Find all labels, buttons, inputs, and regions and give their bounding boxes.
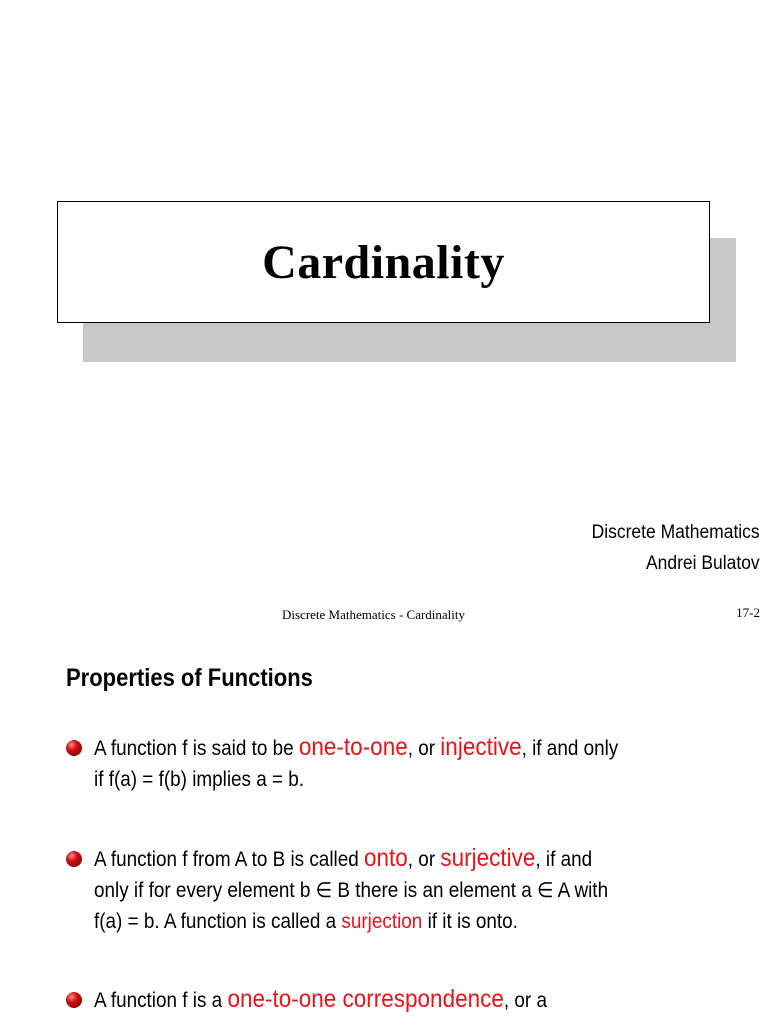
term-surjection: surjection xyxy=(341,910,423,933)
course-name: Discrete Mathematics xyxy=(591,522,760,543)
title-box xyxy=(57,201,710,323)
term-surjective: surjective xyxy=(440,844,536,872)
section-heading: Properties of Functions xyxy=(66,664,313,692)
bullet-text: f(a) = b. A function is called a xyxy=(94,910,337,933)
bullet-icon xyxy=(66,740,82,756)
bullet-injective xyxy=(66,732,746,795)
bullet-surjective xyxy=(66,843,746,937)
bullet-text: , if and only xyxy=(521,737,619,760)
bullet-icon xyxy=(66,992,82,1008)
bullet-text: , or a xyxy=(503,989,547,1012)
bullet-text: , or xyxy=(407,737,436,760)
bullet-text: , if and xyxy=(535,848,593,871)
bullet-text: A function f is a xyxy=(94,989,223,1012)
bullet-bijection xyxy=(66,984,746,1016)
bullet-text: A function f is said to be xyxy=(94,737,294,760)
term-one-to-one-correspondence: one-to-one correspondence xyxy=(227,985,504,1013)
author-name: Andrei Bulatov xyxy=(646,553,760,574)
term-injective: injective xyxy=(440,733,522,761)
author-block xyxy=(592,517,760,579)
term-one-to-one: one-to-one xyxy=(298,733,408,761)
header-title: Discrete Mathematics - Cardinality xyxy=(282,607,466,622)
slide-number: 17-2 xyxy=(736,605,760,620)
bullet-text: only if for every element b ∈ B there is an element a ∈ A with xyxy=(94,879,609,902)
bullet-text: if it is onto. xyxy=(427,910,518,933)
bullet-text: A function f from A to B is called xyxy=(94,848,359,871)
bullet-icon xyxy=(66,851,82,867)
bullet-text: , or xyxy=(407,848,436,871)
bullet-text: if f(a) = f(b) implies a = b. xyxy=(94,768,305,791)
slide-header xyxy=(0,604,768,628)
term-onto: onto xyxy=(364,844,408,872)
slide-title: Cardinality xyxy=(262,235,505,289)
